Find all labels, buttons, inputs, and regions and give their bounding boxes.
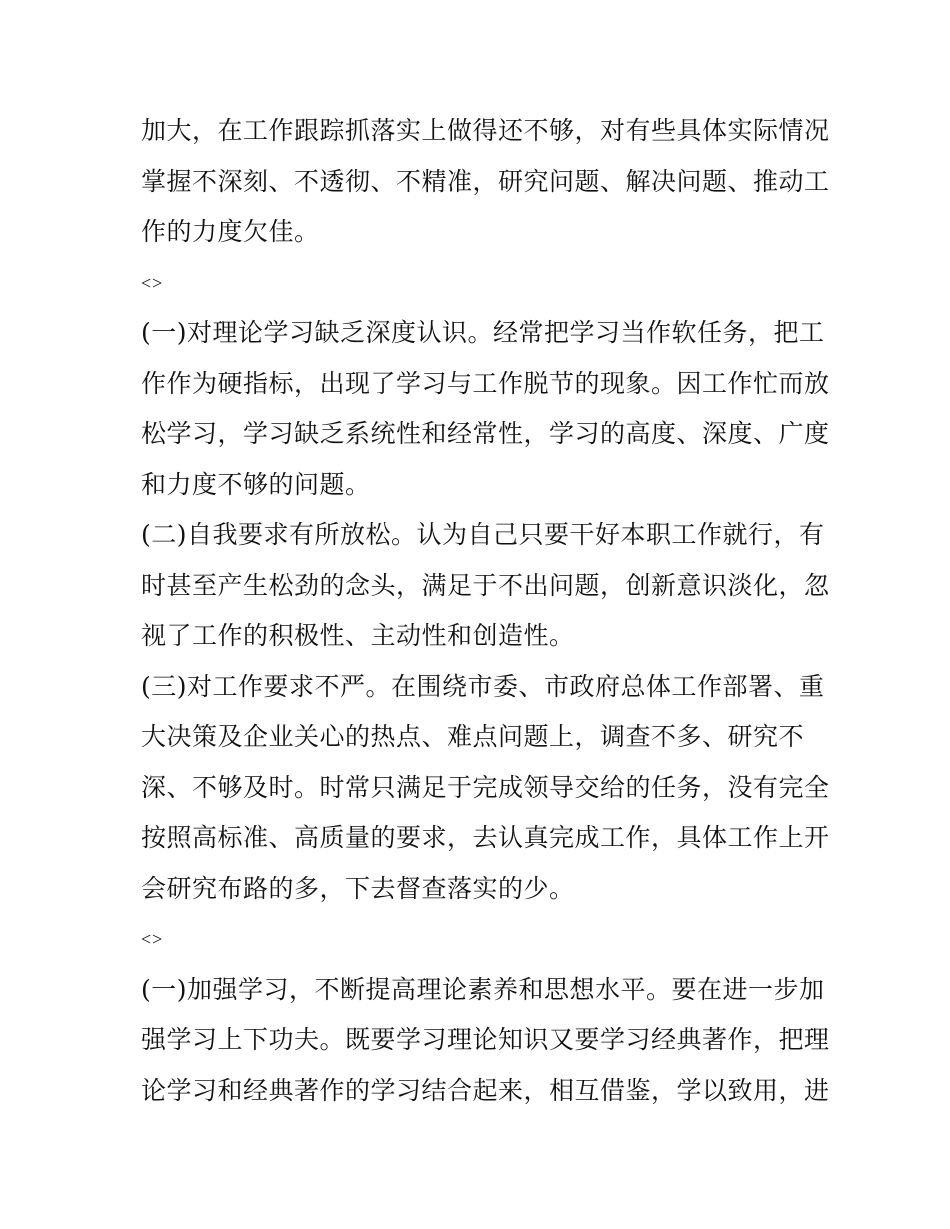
text-line: 视了工作的积极性、主动性和创造性。 [141, 621, 575, 650]
text-line: 强学习上下功夫。既要学习理论知识又要学习经典著作，把理 [141, 1025, 830, 1054]
text-line: 按照高标准、高质量的要求，去认真完成工作，具体工作上开 [141, 823, 830, 852]
section-marker: <> [141, 272, 164, 293]
text-line: 松学习，学习缺乏系统性和经常性，学习的高度、深度、广度 [141, 419, 830, 448]
document-body [141, 106, 830, 1116]
text-line: (三)对工作要求不严。在围绕市委、市政府总体工作部署、重 [141, 671, 825, 701]
text-line: 时甚至产生松劲的念头，满足于不出问题，创新意识淡化，忽 [141, 570, 830, 600]
text-line: 和力度不够的问题。 [141, 469, 371, 499]
text-line: (一)对理论学习缺乏深度认识。经常把学习当作软任务，把工 [141, 318, 825, 347]
text-line: 大决策及企业关心的热点、难点问题上，调查不多、研究不 [141, 722, 805, 751]
section-marker: <> [141, 929, 164, 949]
text-line: 加大，在工作跟踪抓落实上做得还不够，对有些具体实际情况 [141, 116, 830, 145]
text-line: 会研究布路的多，下去督查落实的少。 [141, 873, 575, 903]
text-line: (一)加强学习，不断提高理论素养和思想水平。要在进一步加 [141, 974, 825, 1004]
text-line: (二)自我要求有所放松。认为自己只要干好本职工作就行，有 [141, 520, 825, 549]
text-line: 掌握不深刻、不透彻、不精准，研究问题、解决问题、推动工 [141, 166, 830, 196]
text-line: 论学习和经典著作的学习结合起来，相互借鉴，学以致用，进 [141, 1075, 830, 1105]
text-line: 作的力度欠佳。 [141, 217, 320, 246]
text-line: 深、不够及时。时常只满足于完成领导交给的任务，没有完全 [141, 772, 830, 802]
text-line: 作作为硬指标，出现了学习与工作脱节的现象。因工作忙而放 [141, 368, 830, 398]
